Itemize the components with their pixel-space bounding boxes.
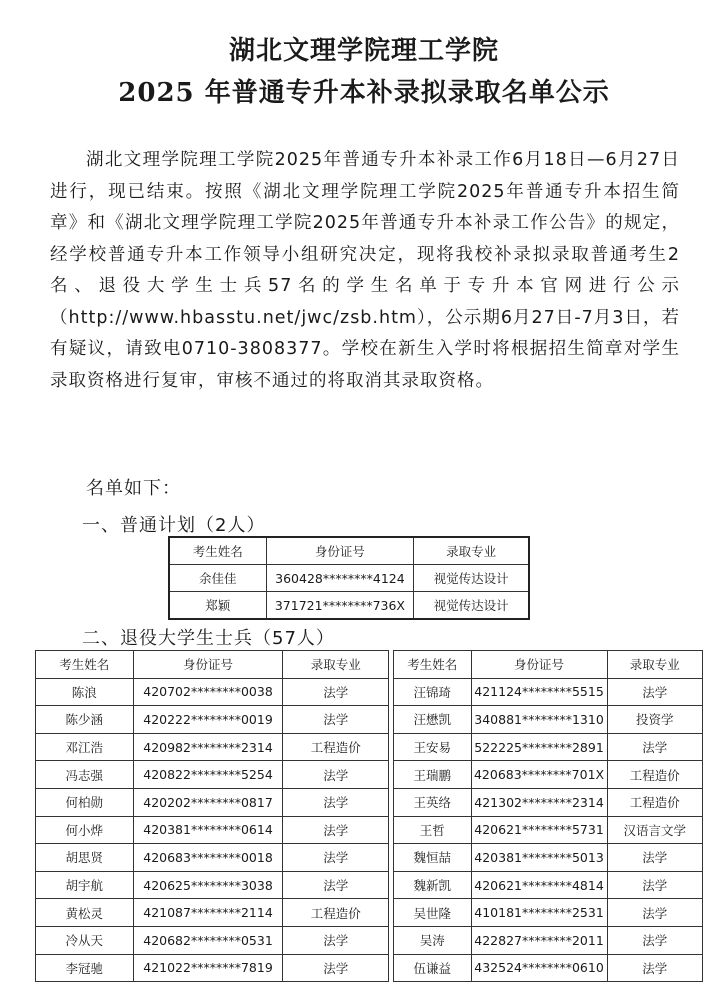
table-header-row (394, 651, 703, 679)
cell-name: 胡宇航 (36, 871, 134, 899)
section-regular-title: 一、普通计划（2人） (82, 515, 266, 536)
cell-major: 法学 (283, 954, 389, 982)
header-id: 身份证号 (266, 537, 414, 565)
table-row (394, 816, 703, 844)
header-name: 考生姓名 (36, 651, 134, 679)
table-row (36, 788, 389, 816)
cell-id-number: 420702********0038 (133, 678, 283, 706)
cell-major: 投资学 (607, 706, 703, 734)
table-row (394, 761, 703, 789)
table-row (36, 954, 389, 982)
table-header-row (169, 537, 529, 565)
cell-major: 法学 (607, 871, 703, 899)
header-name: 考生姓名 (394, 651, 472, 679)
cell-name: 陈少涵 (36, 706, 134, 734)
table-row (36, 706, 389, 734)
cell-major: 视觉传达设计 (414, 592, 529, 620)
cell-id-number: 420625********3038 (133, 871, 283, 899)
cell-id-number: 421087********2114 (133, 899, 283, 927)
cell-name: 王英络 (394, 788, 472, 816)
cell-name: 李冠驰 (36, 954, 134, 982)
cell-id-number: 522225********2891 (471, 733, 607, 761)
cell-id-number: 421022********7819 (133, 954, 283, 982)
cell-id-number: 371721********736X (266, 592, 414, 620)
cell-id-number: 421302********2314 (471, 788, 607, 816)
cell-major: 法学 (607, 678, 703, 706)
header-major: 录取专业 (414, 537, 529, 565)
table-row (394, 678, 703, 706)
table-row (36, 899, 389, 927)
cell-major: 法学 (283, 871, 389, 899)
cell-major: 视觉传达设计 (414, 565, 529, 592)
table-row (394, 899, 703, 927)
cell-name: 胡思贤 (36, 844, 134, 872)
cell-name: 王瑞鹏 (394, 761, 472, 789)
list-intro: 名单如下： (86, 478, 181, 499)
cell-id-number: 420381********5013 (471, 844, 607, 872)
cell-major: 工程造价 (607, 761, 703, 789)
table-row (394, 706, 703, 734)
cell-name: 何小烨 (36, 816, 134, 844)
header-major: 录取专业 (283, 651, 389, 679)
cell-id-number: 420682********0531 (133, 926, 283, 954)
cell-id-number: 410181********2531 (471, 899, 607, 927)
table-row (36, 733, 389, 761)
veterans-table-right (393, 650, 703, 982)
cell-major: 法学 (283, 926, 389, 954)
table-body (394, 678, 703, 982)
cell-major: 法学 (283, 788, 389, 816)
cell-id-number: 420822********5254 (133, 761, 283, 789)
table-row (394, 871, 703, 899)
document-title: 湖北文理学院理工学院 (228, 36, 499, 66)
cell-major: 法学 (607, 899, 703, 927)
cell-name: 余佳佳 (169, 565, 266, 592)
table-row (394, 844, 703, 872)
table-row (36, 871, 389, 899)
cell-id-number: 432524********0610 (471, 954, 607, 982)
cell-id-number: 420222********0019 (133, 706, 283, 734)
cell-major: 工程造价 (283, 899, 389, 927)
table-row (394, 788, 703, 816)
announcement-paragraph: 湖北文理学院理工学院2025年普通专升本补录工作6月18日—6月27日进行，现已结束。按照《湖北文理学院理工学院2025年普通专升本招生简章》和《湖北文理学院理工学院2025年普通专升本补录工作公告》的规定，经学校普通专升本工作领导小组研究决定，现将我校补录拟录取普通考生2名、退役大学生士兵57名的学生名单于专升本官网进行公示（http://www.hbasstu.net/jwc/zsb.htm），公示期6月27日-7月3日，若有疑议，请致电0710-3808377。学校在新生入学时将根据招生简章对学生录取资格进行复审，审核不通过的将取消其录取资格。 (50, 150, 680, 391)
cell-name: 魏恒喆 (394, 844, 472, 872)
cell-major: 工程造价 (283, 733, 389, 761)
table-row (394, 733, 703, 761)
document-subtitle: 2025 年普通专升本补录拟录取名单公示 (118, 78, 610, 108)
cell-name: 吴涛 (394, 926, 472, 954)
cell-id-number: 420621********5731 (471, 816, 607, 844)
table-body (36, 678, 389, 982)
cell-major: 法学 (283, 816, 389, 844)
cell-name: 邓江浩 (36, 733, 134, 761)
cell-major: 法学 (607, 844, 703, 872)
cell-name: 王安易 (394, 733, 472, 761)
cell-id-number: 422827********2011 (471, 926, 607, 954)
table-body (169, 565, 529, 620)
cell-id-number: 360428********4124 (266, 565, 414, 592)
header-name: 考生姓名 (169, 537, 266, 565)
regular-admission-table (168, 536, 530, 620)
cell-name: 陈浪 (36, 678, 134, 706)
header-major: 录取专业 (607, 651, 703, 679)
cell-id-number: 421124********5515 (471, 678, 607, 706)
cell-id-number: 420683********701X (471, 761, 607, 789)
cell-name: 魏新凯 (394, 871, 472, 899)
table-row (36, 926, 389, 954)
section-veterans-title: 二、退役大学生士兵（57人） (82, 628, 335, 649)
table-header-row (36, 651, 389, 679)
cell-id-number: 420683********0018 (133, 844, 283, 872)
cell-name: 伍谦益 (394, 954, 472, 982)
cell-id-number: 420381********0614 (133, 816, 283, 844)
cell-major: 法学 (607, 954, 703, 982)
cell-name: 郑颖 (169, 592, 266, 620)
table-row (36, 761, 389, 789)
cell-id-number: 420982********2314 (133, 733, 283, 761)
cell-major: 法学 (283, 706, 389, 734)
cell-name: 吴世隆 (394, 899, 472, 927)
cell-major: 汉语言文学 (607, 816, 703, 844)
cell-major: 法学 (283, 844, 389, 872)
cell-id-number: 340881********1310 (471, 706, 607, 734)
cell-major: 法学 (607, 733, 703, 761)
cell-name: 黄松灵 (36, 899, 134, 927)
cell-major: 工程造价 (607, 788, 703, 816)
cell-name: 汪懋凯 (394, 706, 472, 734)
header-id: 身份证号 (471, 651, 607, 679)
header-id: 身份证号 (133, 651, 283, 679)
cell-major: 法学 (283, 678, 389, 706)
table-row (394, 926, 703, 954)
cell-major: 法学 (607, 926, 703, 954)
cell-name: 何柏勋 (36, 788, 134, 816)
table-row (394, 954, 703, 982)
cell-major: 法学 (283, 761, 389, 789)
table-row (36, 816, 389, 844)
cell-name: 汪锦琦 (394, 678, 472, 706)
cell-name: 王哲 (394, 816, 472, 844)
table-row (169, 592, 529, 620)
table-row (169, 565, 529, 592)
cell-name: 冯志强 (36, 761, 134, 789)
veterans-table-left (35, 650, 389, 982)
table-row (36, 678, 389, 706)
table-row (36, 844, 389, 872)
cell-name: 冷从天 (36, 926, 134, 954)
cell-id-number: 420202********0817 (133, 788, 283, 816)
cell-id-number: 420621********4814 (471, 871, 607, 899)
